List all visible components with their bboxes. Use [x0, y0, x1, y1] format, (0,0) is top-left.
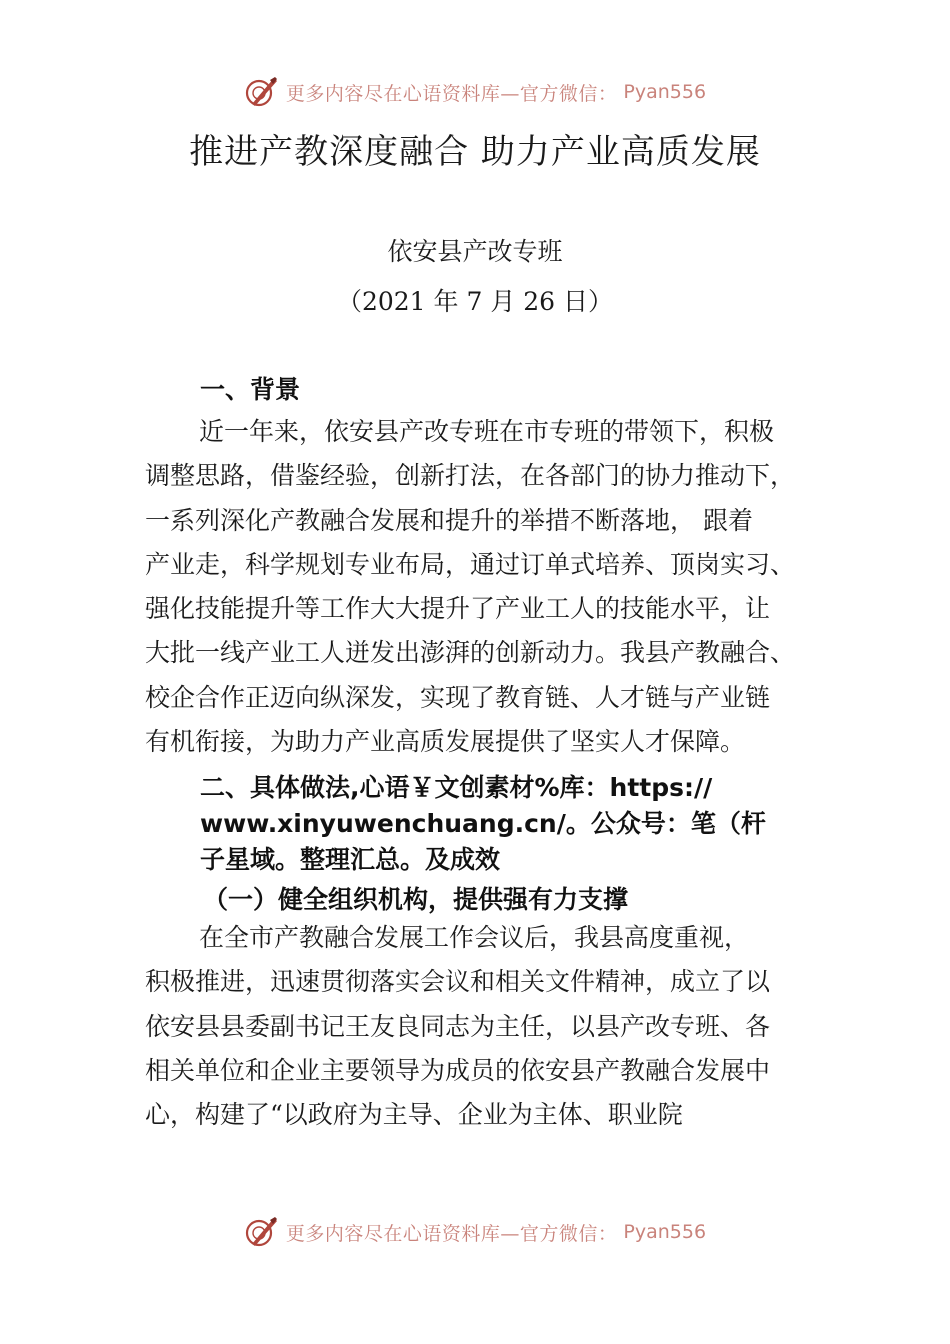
document-author: 依安县产改专班 [387, 237, 563, 266]
paragraph-line: 相关单位和企业主要领导为成员的依安县产教融合发展中 [145, 1055, 771, 1085]
quill-logo-icon [244, 74, 280, 110]
paragraph-line: 有机衔接，为助力产业高质发展提供了坚实人才保障。 [145, 727, 746, 757]
subsection-organization-paragraph [145, 916, 845, 1137]
paragraph-line: 校企合作正迈向纵深发，实现了教育链、人才链与产业链 [145, 682, 771, 712]
quill-logo-icon [244, 1214, 280, 1250]
header-watermark-banner [0, 72, 950, 112]
banner-wechat-id: Pyan556 [623, 1221, 707, 1243]
paragraph-line: 依安县县委副书记王友良同志为主任，以县产改专班、各 [145, 1011, 771, 1041]
paragraph-line: 一系列深化产教融合发展和提升的举措不断落地， 跟着 [145, 505, 753, 535]
banner-text: 更多内容尽在心语资料库—官方微信： [285, 1222, 618, 1245]
heading-line: 子星域。整理汇总。及成效 [200, 845, 501, 874]
paragraph-line: 心，构建了“以政府为主导、企业为主体、职业院 [145, 1100, 683, 1130]
paragraph-line: 强化技能提升等工作大大提升了产业工人的技能水平，让 [145, 594, 771, 624]
paragraph-line: 在全市产教融合发展工作会议后，我县高度重视， [199, 923, 750, 952]
section-heading-background: 一、背景 [200, 375, 301, 404]
subsection-heading-organization: （一）健全组织机构，提供强有力支撑 [203, 885, 629, 914]
paragraph-line: 近一年来，依安县产改专班在市专班的带领下，积极 [199, 417, 775, 446]
paragraph-line: 产业走，科学规划专业布局，通过订单式培养、顶岗实习、 [145, 549, 796, 579]
paragraph-line: 调整思路，借鉴经验，创新打法，在各部门的协力推动下， [145, 461, 796, 491]
document-title: 推进产教深度融合 助力产业高质发展 [189, 132, 761, 172]
heading-line: www.xinyuwenchuang.cn/。公众号：笔（杆 [200, 809, 766, 838]
heading-line: 二、具体做法,心语￥文创素材%库：https:// [200, 773, 713, 802]
section-heading-methods [200, 770, 840, 878]
footer-watermark-banner [0, 1212, 950, 1252]
paragraph-line: 大批一线产业工人迸发出澎湃的创新动力。我县产教融合、 [145, 638, 796, 668]
document-date: （2021 年 7 月 26 日） [336, 287, 614, 316]
section-background-paragraph [145, 410, 845, 764]
banner-text: 更多内容尽在心语资料库—官方微信： [285, 82, 618, 105]
paragraph-line: 积极推进，迅速贯彻落实会议和相关文件精神，成立了以 [145, 967, 771, 997]
banner-wechat-id: Pyan556 [623, 81, 707, 103]
